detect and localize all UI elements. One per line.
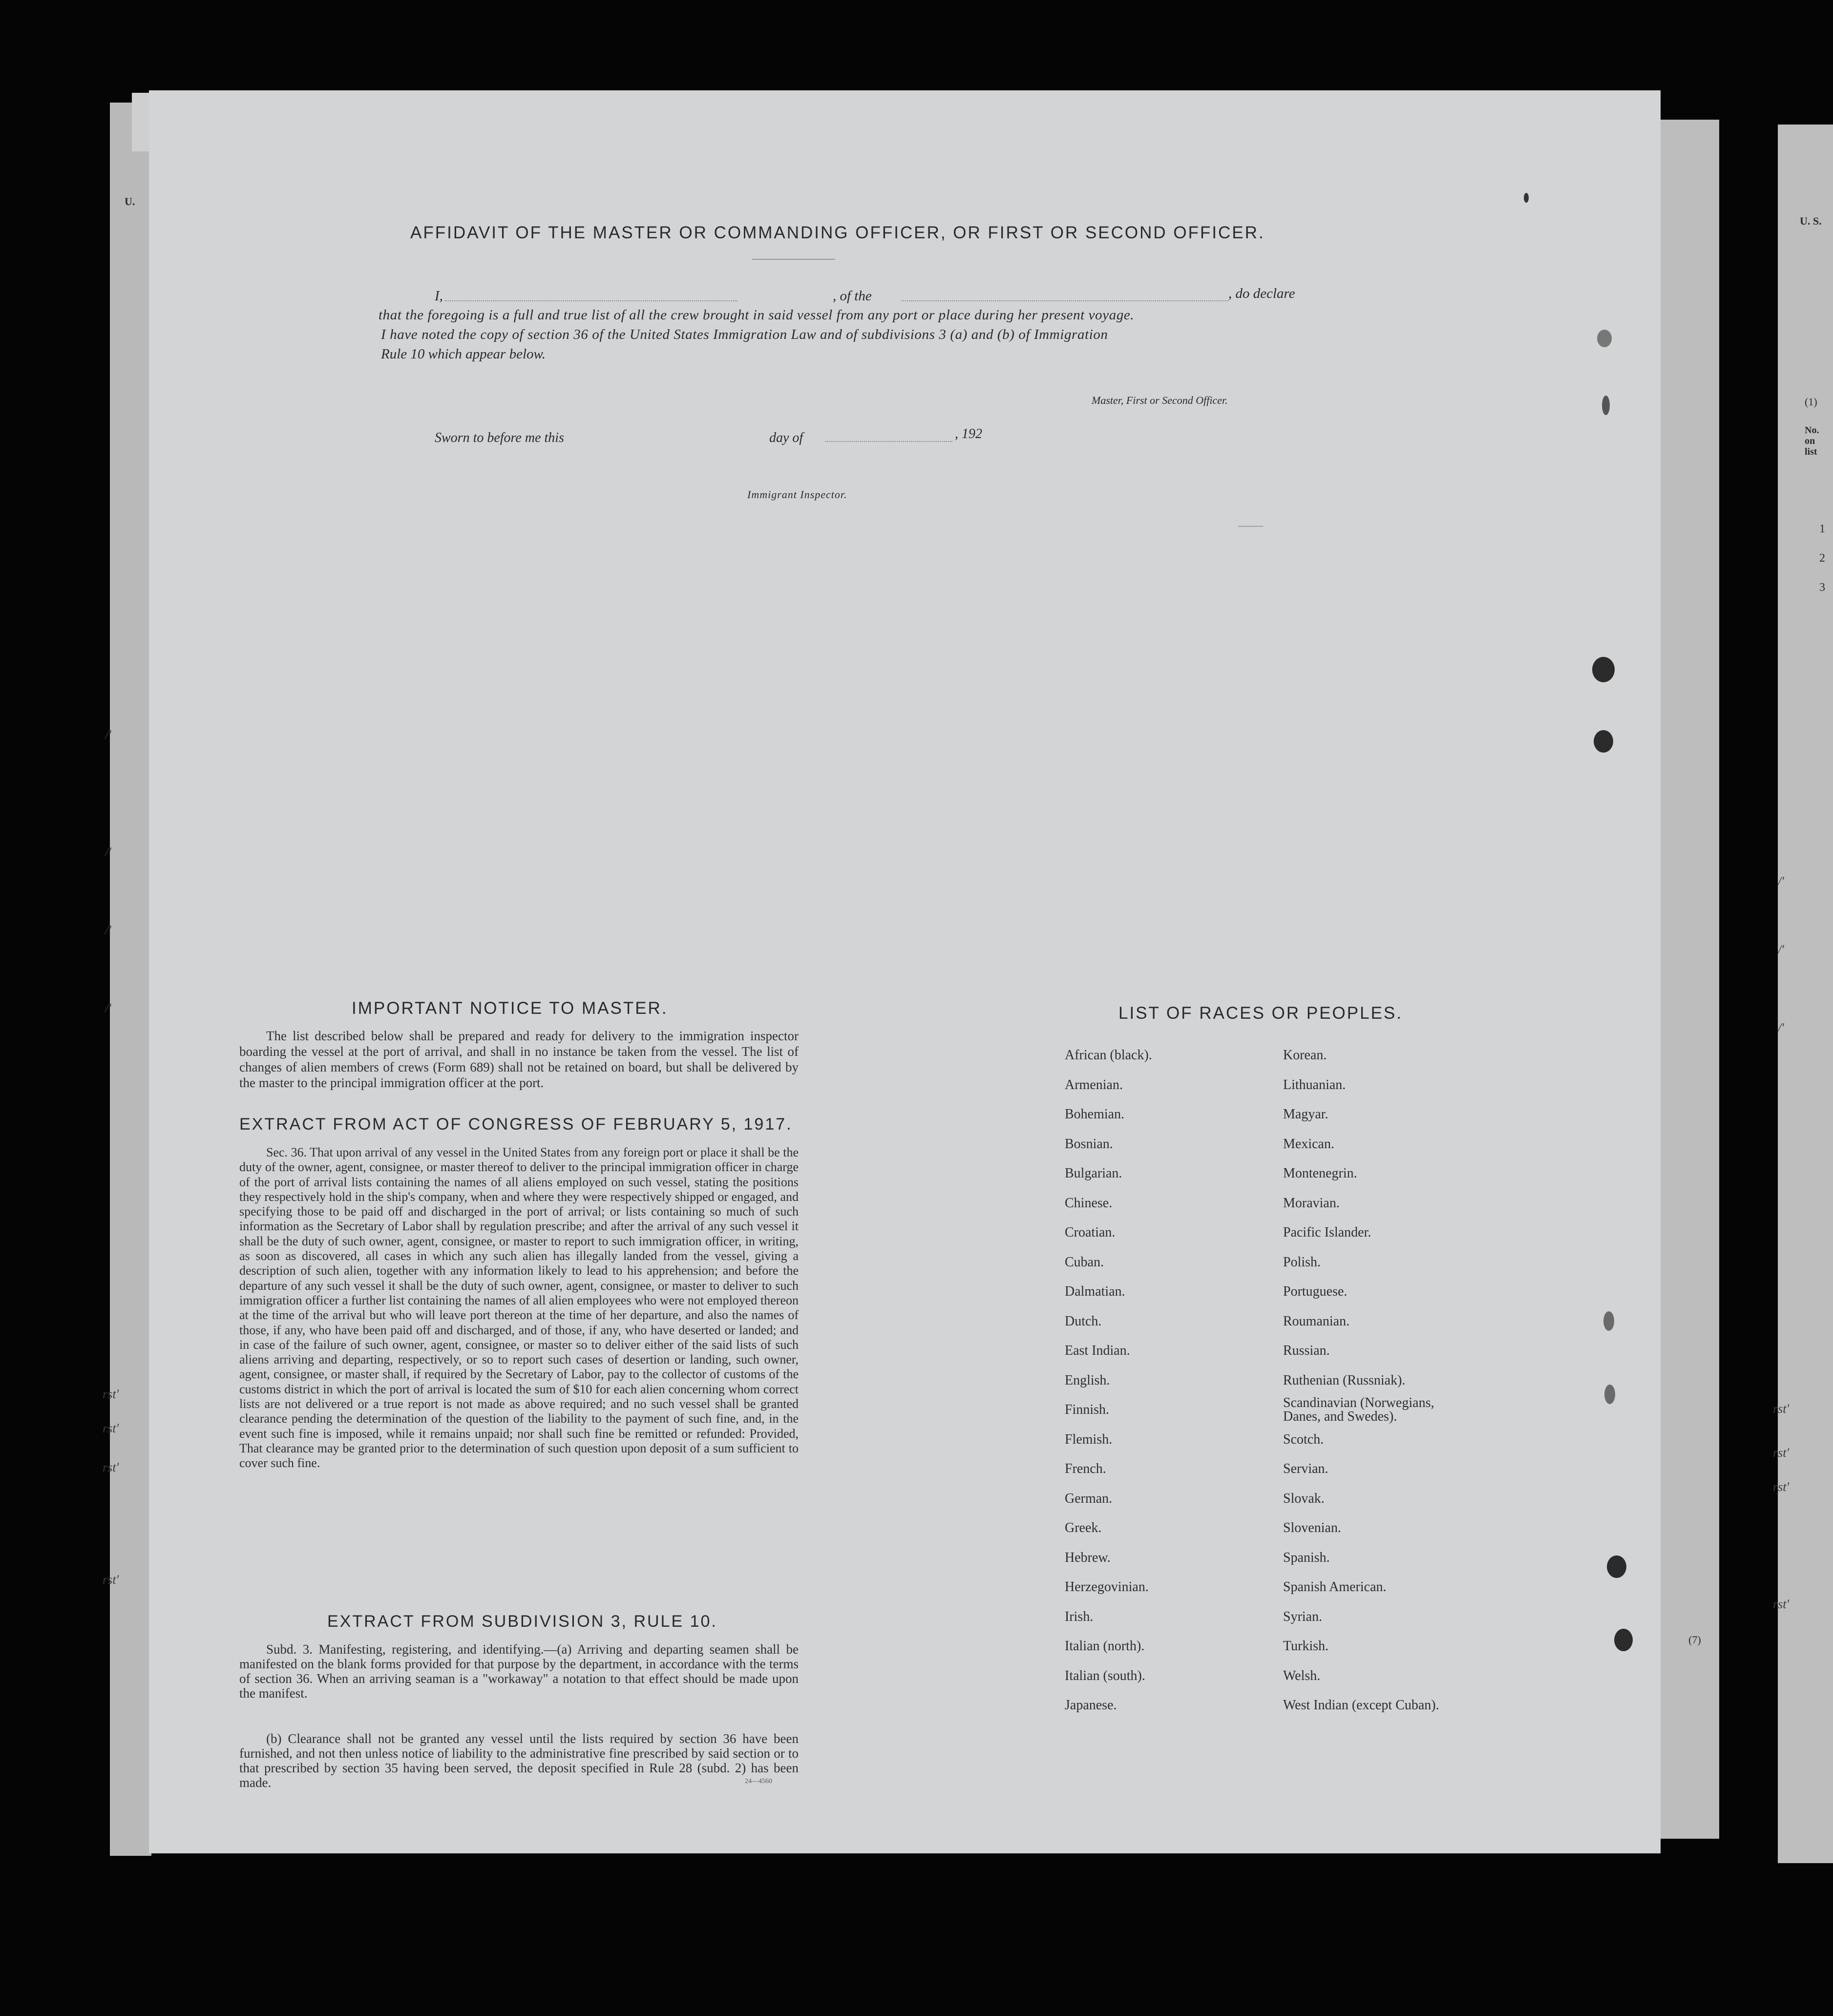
race-item: Welsh. xyxy=(1283,1668,1321,1683)
affidavit-of-the: , of the xyxy=(833,288,872,304)
punch-hole xyxy=(1597,330,1612,347)
race-item: Finnish. xyxy=(1065,1402,1110,1417)
page-number: (7) xyxy=(1688,1634,1701,1646)
day-of-label: day of xyxy=(769,430,803,445)
handwritten-mark: rst' xyxy=(103,1387,119,1401)
handwritten-mark: /' xyxy=(105,923,111,937)
handwritten-mark: rst' xyxy=(1773,1480,1790,1494)
race-item: East Indian. xyxy=(1065,1343,1130,1358)
inspector-label: Immigrant Inspector. xyxy=(747,488,847,501)
affidavit-line-4: Rule 10 which appear below. xyxy=(381,346,546,362)
race-item: Korean. xyxy=(1283,1048,1327,1063)
race-item: Bosnian. xyxy=(1065,1136,1113,1152)
race-item: Turkish. xyxy=(1283,1638,1329,1654)
year-label: , 192 xyxy=(955,426,982,441)
race-item: Spanish American. xyxy=(1283,1579,1387,1595)
race-item: Slovak. xyxy=(1283,1491,1325,1506)
race-item: Servian. xyxy=(1283,1461,1328,1476)
race-item: Bohemian. xyxy=(1065,1107,1125,1122)
race-item: Armenian. xyxy=(1065,1077,1123,1092)
affidavit-line-2: that the foregoing is a full and true list of all the crew brought in said vessel from any port or place during her present voyage. xyxy=(379,307,1135,323)
race-item: Mexican. xyxy=(1283,1136,1334,1152)
punch-hole xyxy=(1602,396,1610,415)
race-item: Montenegrin. xyxy=(1283,1166,1357,1181)
ink-mark xyxy=(1524,193,1529,203)
affidavit-line-3: I have noted the copy of section 36 of the United States Immigration Law and of subdivisions 3 (a) and (b) of Immigration xyxy=(381,327,1108,342)
title-underline xyxy=(752,259,835,260)
handwritten-mark: rst' xyxy=(103,1421,119,1435)
handwritten-mark: /' xyxy=(105,728,111,742)
race-item: Moravian. xyxy=(1283,1195,1340,1211)
punch-hole xyxy=(1594,730,1613,753)
race-item: Slovenian. xyxy=(1283,1520,1341,1535)
punch-hole xyxy=(1603,1311,1614,1331)
notice-title: IMPORTANT NOTICE TO MASTER. xyxy=(352,999,668,1018)
left-sheet-header: U. xyxy=(125,195,135,208)
affidavit-i: I, xyxy=(435,288,443,304)
handwritten-mark: rst' xyxy=(1773,1597,1790,1611)
race-item: Scandinavian (Norwegians, Danes, and Swedes). xyxy=(1283,1395,1434,1424)
right-sheet-header: U. S. xyxy=(1800,215,1822,227)
race-item: Dalmatian. xyxy=(1065,1284,1125,1299)
bleed-through-text: ─── xyxy=(1238,520,1264,533)
race-item: Italian (south). xyxy=(1065,1668,1145,1683)
race-item: Cuban. xyxy=(1065,1254,1104,1270)
handwritten-mark: /' xyxy=(1778,1021,1784,1035)
handwritten-mark: rst' xyxy=(1773,1402,1790,1416)
race-item: Flemish. xyxy=(1065,1431,1113,1447)
background-sheet-edge xyxy=(1656,120,1719,1839)
race-item: Polish. xyxy=(1283,1254,1321,1270)
race-item: French. xyxy=(1065,1461,1106,1476)
race-item: Herzegovinian. xyxy=(1065,1579,1149,1595)
race-item: Irish. xyxy=(1065,1609,1094,1624)
race-item: Russian. xyxy=(1283,1343,1330,1358)
punch-hole xyxy=(1604,1385,1615,1404)
race-item: Bulgarian. xyxy=(1065,1166,1122,1181)
race-item: English. xyxy=(1065,1372,1110,1388)
right-sheet-no-label: No. on list xyxy=(1805,425,1819,457)
right-sheet-number: 2 xyxy=(1819,552,1825,565)
race-item: Dutch. xyxy=(1065,1313,1102,1329)
race-item: German. xyxy=(1065,1491,1113,1506)
race-item: Ruthenian (Russniak). xyxy=(1283,1372,1406,1388)
race-item: Portuguese. xyxy=(1283,1284,1348,1299)
race-item: Chinese. xyxy=(1065,1195,1113,1211)
race-item: Hebrew. xyxy=(1065,1550,1111,1565)
notice-text: The list described below shall be prepared and ready for delivery to the immigration inspector boarding the vessel at the port of arrival, and shall in no instance be taken from the vessel. The list of changes of alien members of crews (Form 689) shall not be retained on board, but shall be delivered by the master to the principal immigration officer at the port. xyxy=(239,1029,799,1090)
punch-hole xyxy=(1607,1555,1626,1578)
races-title: LIST OF RACES OR PEOPLES. xyxy=(1118,1004,1403,1023)
handwritten-mark: rst' xyxy=(103,1460,119,1474)
right-sheet-col-label: (1) xyxy=(1805,396,1817,408)
race-item: Greek. xyxy=(1065,1520,1102,1535)
date-blank xyxy=(825,441,952,442)
vessel-blank xyxy=(901,300,1228,301)
handwritten-mark: /' xyxy=(1778,874,1784,888)
handwritten-mark: /' xyxy=(105,1001,111,1015)
name-blank xyxy=(444,300,737,301)
race-item: Croatian. xyxy=(1065,1225,1116,1240)
affidavit-title: AFFIDAVIT OF THE MASTER OR COMMANDING OFFICER, OR FIRST OR SECOND OFFICER. xyxy=(410,223,1265,242)
race-item: Italian (north). xyxy=(1065,1638,1145,1654)
handwritten-mark: rst' xyxy=(103,1573,119,1587)
rule-extract-a: Subd. 3. Manifesting, registering, and identifying.—(a) Arriving and departing seamen shall be manifested on the blank forms provided for that purpose by the department, in accordance with the terms of section 36. When an arriving seaman is a "workaway" a notation to that effect should be made upon the manifest. xyxy=(239,1642,799,1701)
act-extract-title: EXTRACT FROM ACT OF CONGRESS OF FEBRUARY 5, 1917. xyxy=(239,1115,793,1134)
race-item: Lithuanian. xyxy=(1283,1077,1346,1092)
rule-extract-title: EXTRACT FROM SUBDIVISION 3, RULE 10. xyxy=(327,1612,717,1631)
rule-extract-b: (b) Clearance shall not be granted any vessel until the lists required by section 36 have been furnished, and not then unless notice of liability to the administrative fine prescribed by said section or to that prescribed by section 35 having been served, the deposit specified in Rule 28 (subd. 2) has been made. xyxy=(239,1731,799,1790)
race-item: Scotch. xyxy=(1283,1431,1324,1447)
right-sheet-number: 1 xyxy=(1819,523,1825,535)
race-item: African (black). xyxy=(1065,1048,1152,1063)
punch-hole xyxy=(1592,657,1615,682)
act-extract-text: Sec. 36. That upon arrival of any vessel in the United States from any foreign port or place it shall be the duty of the owner, agent, consignee, or master thereof to deliver to the principal immigration officer in charge of the port of arrival lists containing the names of all aliens employed on such vessel, stating the positions they respectively hold in the ship's company, when and where they were respectively shipped or engaged, and specifying those to be paid off and discharged in the port of arrival; or lists containing so much of such information as the Secretary of Labor shall by regulation prescribe; and after the arrival of any such vessel it shall be the duty of such owner, agent, consignee, or master to report to such immigration officer, in writing, as soon as discovered, all cases in which any such alien has illegally landed from the vessel, giving a description of such alien, together with any information likely to lead to his apprehension; and before the departure of any such vessel it shall be the duty of such owner, agent, consignee, or master to deliver to such immigration officer a further list containing the names of all alien employees who were not employed thereon at the time of the arrival but who will leave port thereon at the time of her departure, and also the names of those, if any, who have been paid off and discharged, and of those, if any, who have deserted or landed; and in case of the failure of such owner, agent, consignee, or master so to deliver either of the said lists of such aliens arriving and departing, respectively, or so to report such cases of desertion or landing, such owner, agent, consignee, or master shall, if required by the Secretary of Labor, pay to the collector of customs of the customs district in which the port of arrival is located the sum of $10 for each alien concerning whom correct lists are not delivered or a true report is not made as above required; and no such vessel shall be granted clearance pending the determination of the question of the liability to the payment of such fine, and, in the event such fine is imposed, while it remains unpaid; nor shall such fine be remitted or refunded: Provided, That clearance may be granted prior to the determination of such question upon deposit of a sum sufficient to cover such fine. xyxy=(239,1145,799,1470)
race-item: Pacific Islander. xyxy=(1283,1225,1371,1240)
right-sheet-number: 3 xyxy=(1819,581,1825,594)
handwritten-mark: /' xyxy=(105,845,111,859)
race-item: West Indian (except Cuban). xyxy=(1283,1698,1439,1713)
race-item: Japanese. xyxy=(1065,1698,1117,1713)
main-document xyxy=(149,90,1701,1853)
affidavit-declare: , do declare xyxy=(1228,286,1295,301)
race-item: Roumanian. xyxy=(1283,1313,1350,1329)
race-item: Magyar. xyxy=(1283,1107,1328,1122)
signature-label: Master, First or Second Officer. xyxy=(1092,394,1228,406)
handwritten-mark: rst' xyxy=(1773,1446,1790,1460)
race-item: Spanish. xyxy=(1283,1550,1330,1565)
handwritten-mark: /' xyxy=(1778,943,1784,957)
sworn-label: Sworn to before me this xyxy=(435,430,564,445)
print-code: 24—4560 xyxy=(745,1778,772,1785)
race-item: Syrian. xyxy=(1283,1609,1323,1624)
punch-hole xyxy=(1614,1629,1633,1651)
left-sheet-edge xyxy=(110,103,151,1856)
